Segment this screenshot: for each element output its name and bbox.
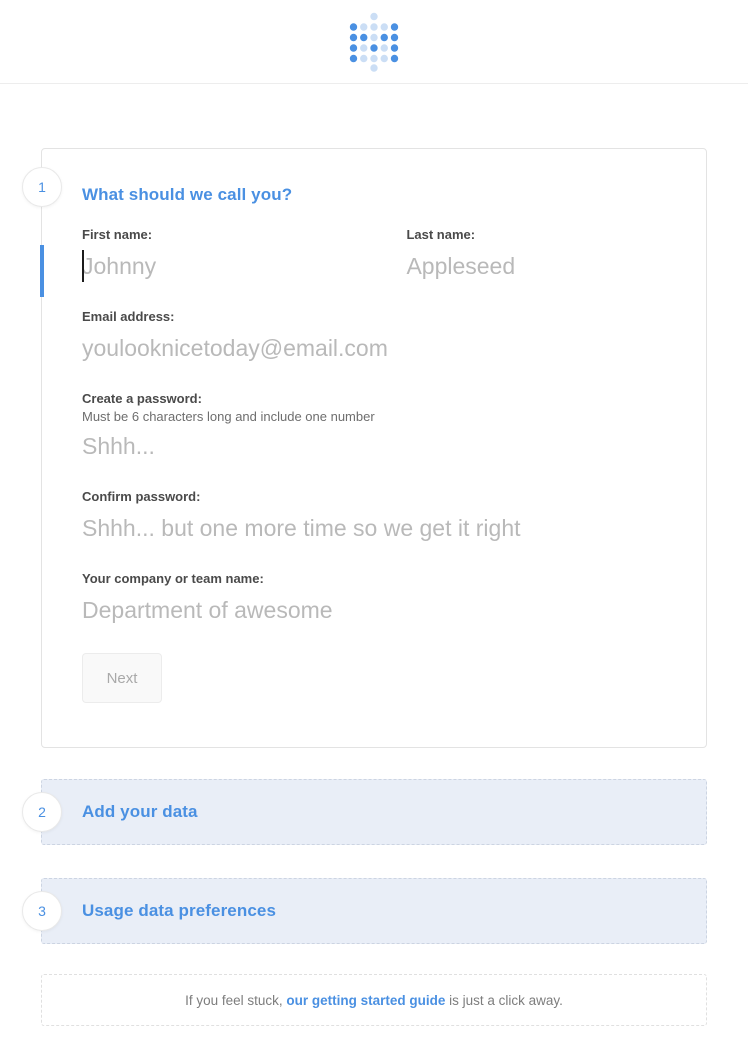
first-name-label: First name: <box>82 227 153 242</box>
company-field-group <box>82 571 666 630</box>
step-3-badge <box>22 891 62 931</box>
step-1-badge <box>22 167 62 207</box>
confirm-password-input[interactable] <box>82 508 666 548</box>
step-3-title: Usage data preferences <box>82 901 277 920</box>
help-note-suffix: is just a click away. <box>445 992 563 1008</box>
help-note-text <box>185 993 563 1008</box>
email-field-group <box>82 309 666 368</box>
confirm-password-field-group <box>82 489 666 548</box>
step-1-card <box>38 148 707 748</box>
signup-page <box>38 148 707 1026</box>
step-3-section[interactable] <box>38 878 707 944</box>
step-1-title: What should we call you? <box>82 185 293 204</box>
last-name-label: Last name: <box>406 227 476 242</box>
password-input[interactable] <box>82 426 666 466</box>
next-button[interactable]: Next <box>82 653 162 703</box>
step-1-number: 1 <box>38 179 46 195</box>
last-name-field-group <box>406 227 666 286</box>
focused-field-indicator <box>40 245 44 297</box>
step-2-badge <box>22 792 62 832</box>
password-hint: Must be 6 characters long and include one number <box>82 409 375 424</box>
first-name-field-group <box>82 227 406 286</box>
email-label: Email address: <box>82 309 175 324</box>
company-label: Your company or team name: <box>82 571 264 586</box>
last-name-input[interactable] <box>406 246 666 286</box>
help-note-prefix: If you feel stuck, <box>185 992 287 1008</box>
password-field-group <box>82 391 666 466</box>
step-2-section[interactable] <box>38 779 707 845</box>
first-name-input[interactable] <box>82 246 406 286</box>
step-2-title: Add your data <box>82 802 198 821</box>
getting-started-guide-link[interactable]: our getting started guide <box>286 992 446 1008</box>
confirm-password-label: Confirm password: <box>82 489 201 504</box>
help-note <box>41 974 707 1026</box>
text-caret <box>82 250 84 282</box>
company-input[interactable] <box>82 590 666 630</box>
step-2-number: 2 <box>38 804 46 820</box>
email-input[interactable] <box>82 328 666 368</box>
top-header <box>0 0 748 84</box>
name-row <box>82 227 666 309</box>
step-3-number: 3 <box>38 903 46 919</box>
password-label: Create a password: <box>82 391 202 406</box>
dots-grid-logo-icon <box>349 12 399 72</box>
